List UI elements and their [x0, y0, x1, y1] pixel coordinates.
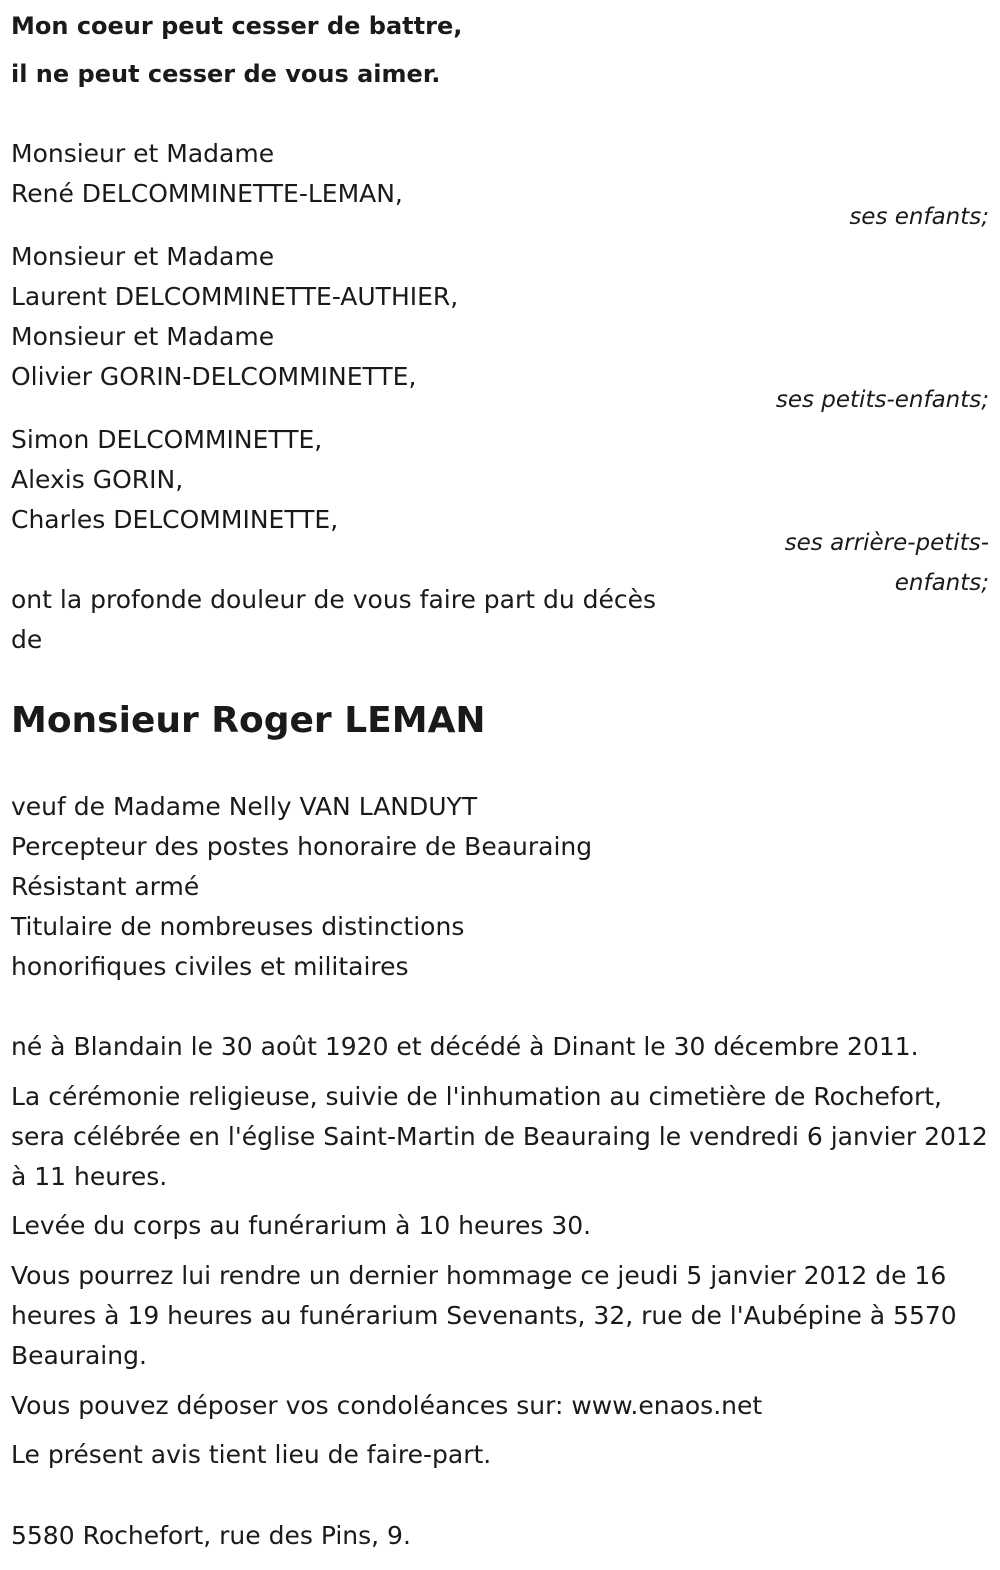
- announcement-line-2: de: [11, 625, 43, 654]
- family-line: Olivier GORIN-DELCOMMINETTE,: [11, 362, 417, 391]
- condolences-line: Vous pouvez déposer vos condoléances sur: www.enaos.net: [11, 1391, 763, 1420]
- role-children: ses enfants;: [849, 204, 989, 230]
- detail-line: Percepteur des postes honoraire de Beauraing: [11, 832, 593, 861]
- birth-death: né à Blandain le 30 août 1920 et décédé à Dinant le 30 décembre 2011.: [11, 1032, 919, 1061]
- family-line: René DELCOMMINETTE-LEMAN,: [11, 179, 403, 208]
- deceased-name: Monsieur Roger LEMAN: [11, 700, 486, 741]
- detail-line: honorifiques civiles et militaires: [11, 952, 409, 981]
- family-line: Monsieur et Madame: [11, 139, 275, 168]
- role-grandchildren: ses petits-enfants;: [775, 387, 989, 413]
- epigraph-line-1: Mon coeur peut cesser de battre,: [11, 12, 463, 40]
- family-line: Simon DELCOMMINETTE,: [11, 425, 323, 454]
- tribute-paragraph: Vous pourrez lui rendre un dernier hommage ce jeudi 5 janvier 2012 de 16 heures à 19 heures au funérarium Sevenants, 32, rue de l'Aubépine à 5570 Beauraing.: [11, 1261, 957, 1370]
- detail-line: Titulaire de nombreuses distinctions: [11, 912, 465, 941]
- family-line: Charles DELCOMMINETTE,: [11, 505, 339, 534]
- ceremony-paragraph: La cérémonie religieuse, suivie de l'inhumation au cimetière de Rochefort, sera célébrée en l'église Saint-Martin de Beauraing le vendredi 6 janvier 2012 à 11 heures.: [11, 1082, 988, 1191]
- role-great-grandchildren-line-2: enfants;: [894, 570, 989, 596]
- role-great-grandchildren-line-1: ses arrière-petits-: [784, 530, 989, 556]
- announcement-line-1: ont la profonde douleur de vous faire part du décès: [11, 585, 657, 614]
- family-line: Monsieur et Madame: [11, 242, 275, 271]
- epigraph-line-2: il ne peut cesser de vous aimer.: [11, 60, 441, 88]
- family-line: Alexis GORIN,: [11, 465, 184, 494]
- notice-line: Le présent avis tient lieu de faire-part.: [11, 1440, 492, 1469]
- detail-line: Résistant armé: [11, 872, 200, 901]
- family-line: Laurent DELCOMMINETTE-AUTHIER,: [11, 282, 459, 311]
- family-line: Monsieur et Madame: [11, 322, 275, 351]
- detail-line: veuf de Madame Nelly VAN LANDUYT: [11, 792, 478, 821]
- address-line: 5580 Rochefort, rue des Pins, 9.: [11, 1521, 411, 1550]
- levee-line: Levée du corps au funérarium à 10 heures 30.: [11, 1211, 592, 1240]
